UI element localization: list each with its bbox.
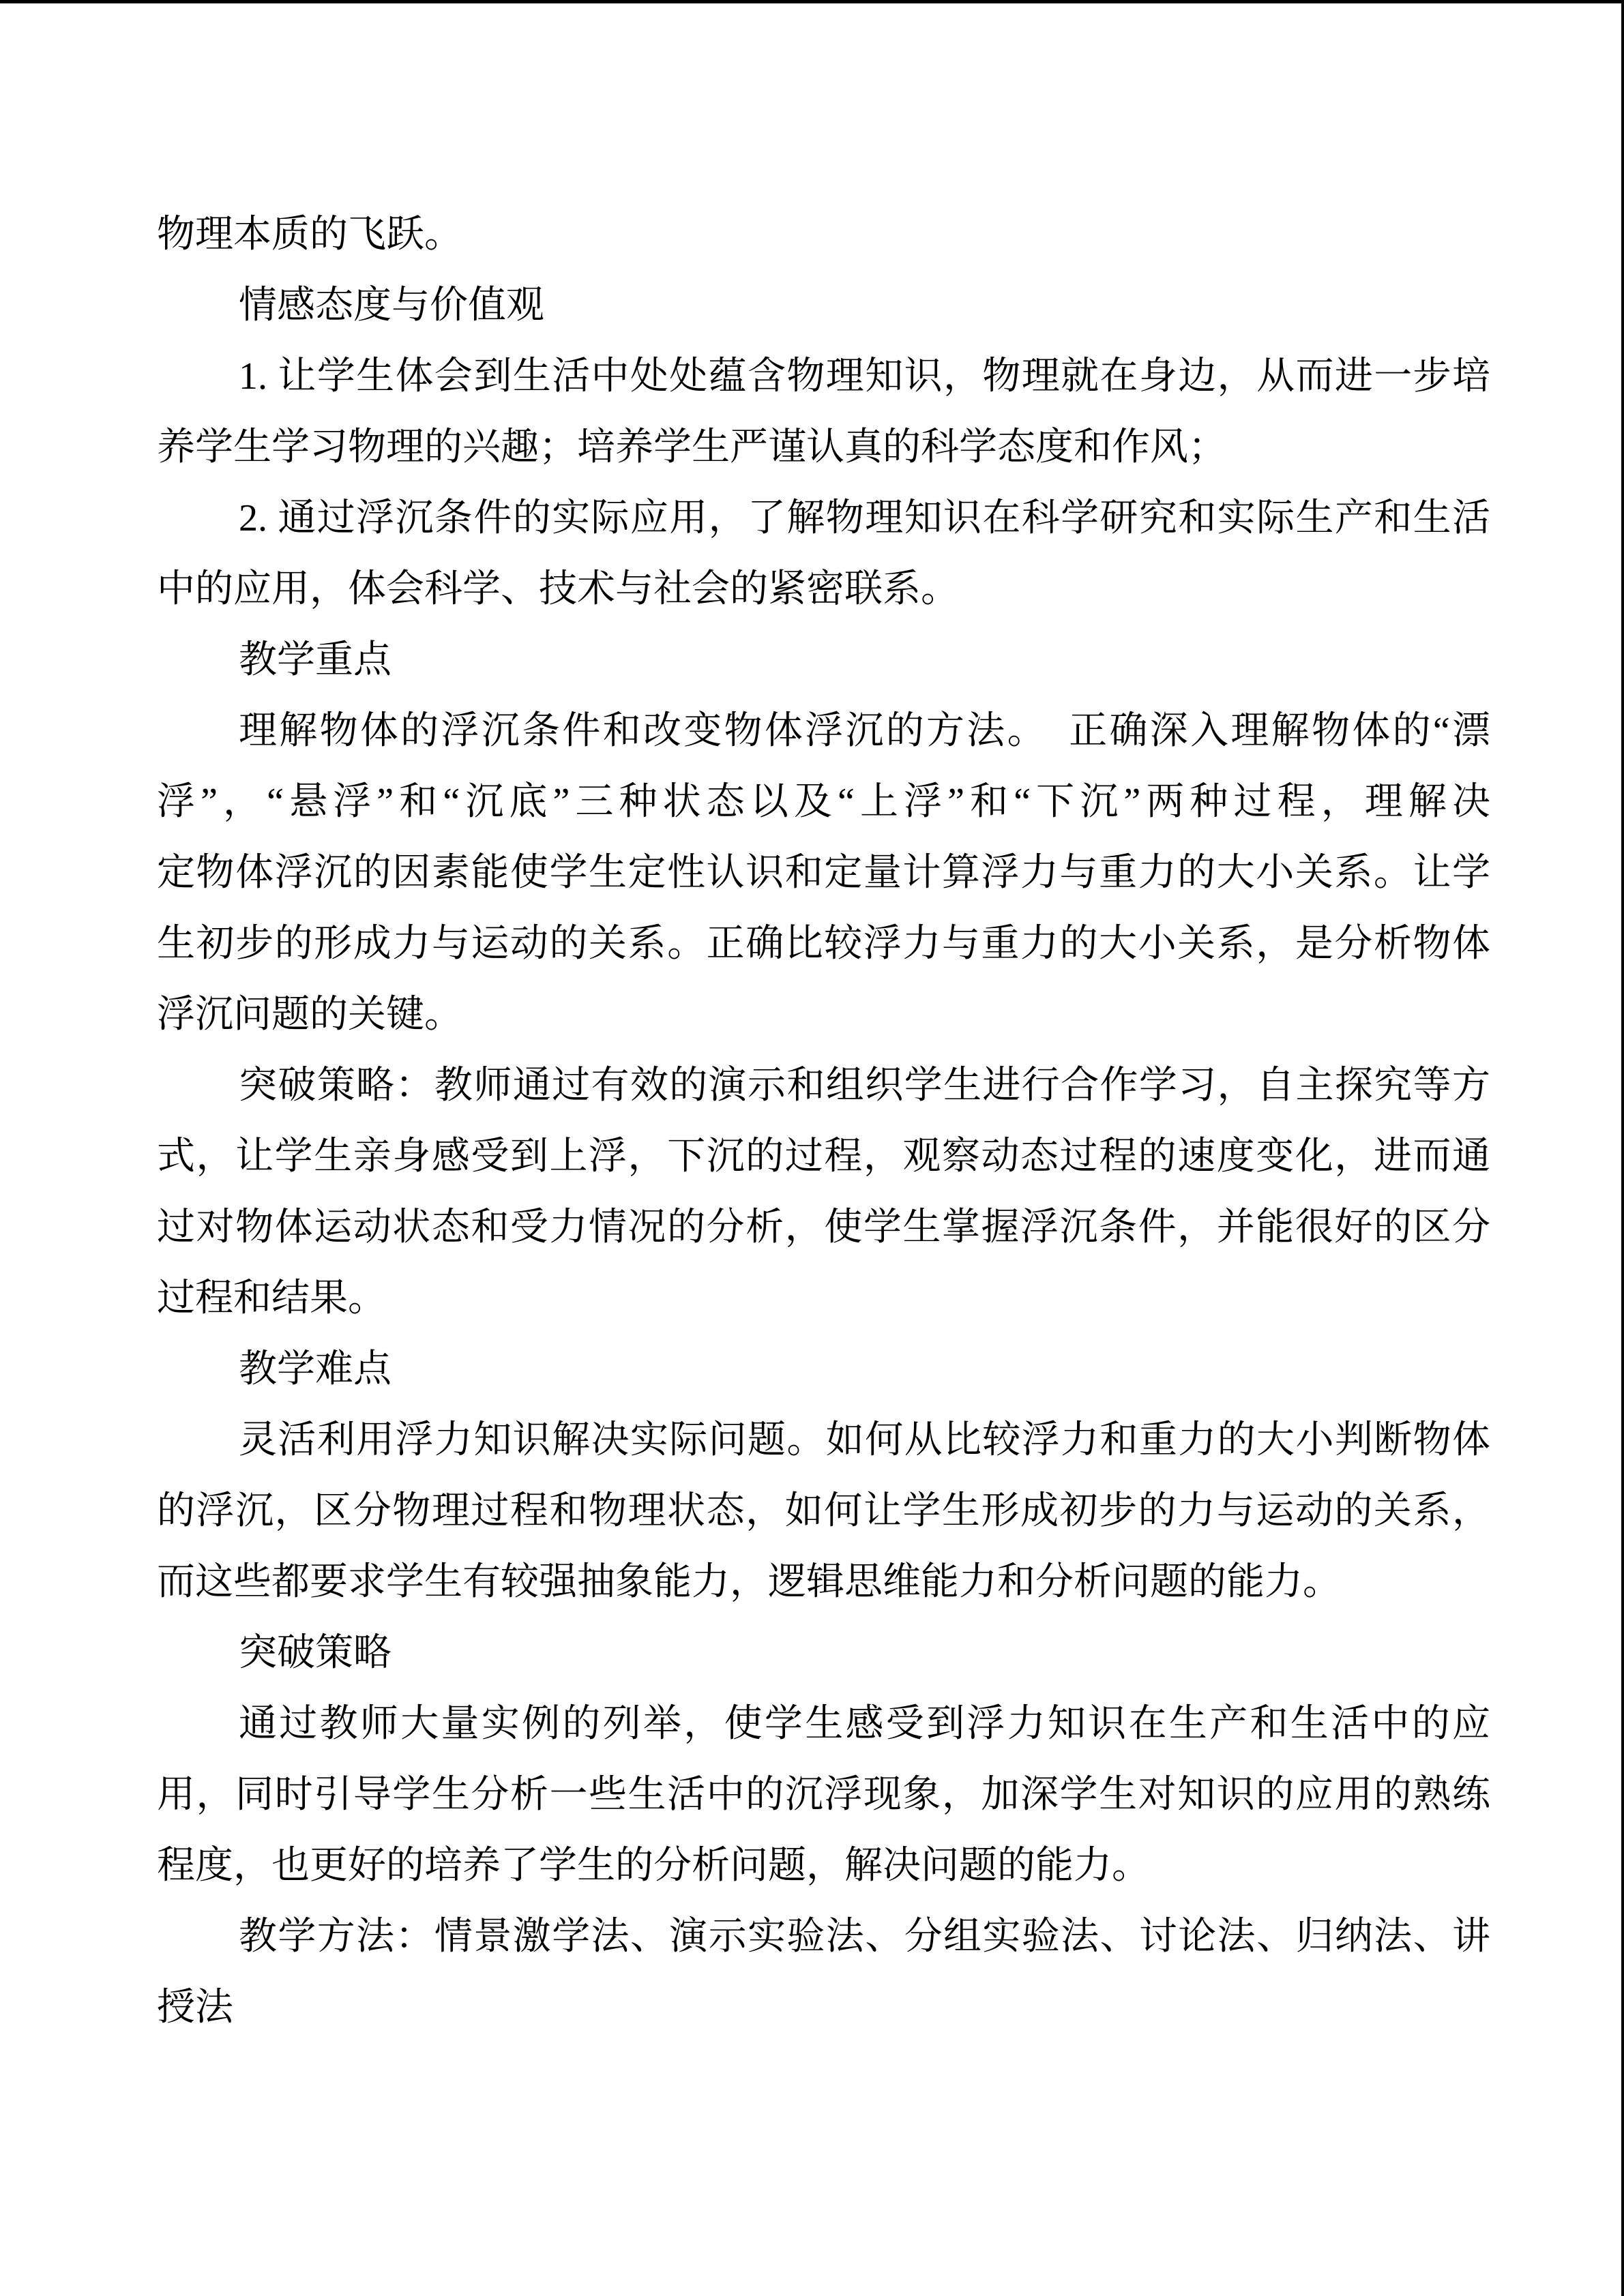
text-line: 定物体浮沉的因素能使学生定性认识和定量计算浮力与重力的大小关系。让学 [157, 852, 1490, 894]
text-line: 式，让学生亲身感受到上浮，下沉的过程，观察动态过程的速度变化，进而通 [157, 1135, 1490, 1178]
text-line: 2. 通过浮沉条件的实际应用，了解物理知识在科学研究和实际生产和生活 [239, 497, 1490, 539]
text-line: 的浮沉，区分物理过程和物理状态，如何让学生形成初步的力与运动的关系， [157, 1490, 1490, 1532]
text-line: 物理本质的飞跃。 [157, 213, 462, 256]
text-line: 通过教师大量实例的列举，使学生感受到浮力知识在生产和生活中的应 [239, 1703, 1490, 1745]
text-line: 教学重点 [239, 639, 392, 681]
text-line: 情感态度与价值观 [239, 284, 544, 327]
text-line: 用，同时引导学生分析一些生活中的沉浮现象，加深学生对知识的应用的熟练 [157, 1774, 1490, 1816]
text-line: 1. 让学生体会到生活中处处蕴含物理知识，物理就在身边，从而进一步培 [239, 355, 1490, 398]
text-line: 灵活利用浮力知识解决实际问题。如何从比较浮力和重力的大小判断物体 [239, 1419, 1490, 1461]
text-line: 教学方法：情景激学法、演示实验法、分组实验法、讨论法、归纳法、讲 [239, 1915, 1490, 1958]
document-text-block [157, 199, 1490, 2043]
text-line: 教学难点 [239, 1348, 392, 1390]
text-line: 突破策略：教师通过有效的演示和组织学生进行合作学习，自主探究等方 [239, 1064, 1490, 1107]
text-line: 养学生学习物理的兴趣；培养学生严谨认真的科学态度和作风； [157, 426, 1226, 468]
text-line: 中的应用，体会科学、技术与社会的紧密联系。 [157, 568, 959, 610]
text-line: 生初步的形成力与运动的关系。正确比较浮力与重力的大小关系，是分析物体 [157, 923, 1490, 965]
text-line: 而这些都要求学生有较强抽象能力，逻辑思维能力和分析问题的能力。 [157, 1561, 1341, 1603]
text-line: 授法 [157, 1986, 233, 2029]
text-line: 浮”，“悬浮”和“沉底”三种状态以及“上浮”和“下沉”两种过程，理解决 [157, 781, 1490, 823]
text-line: 突破策略 [239, 1632, 392, 1674]
text-line: 过对物体运动状态和受力情况的分析，使学生掌握浮沉条件，并能很好的区分 [157, 1206, 1490, 1249]
page-top-border [0, 0, 1624, 3]
text-line: 浮沉问题的关键。 [157, 994, 462, 1036]
text-line: 理解物体的浮沉条件和改变物体浮沉的方法。 正确深入理解物体的“漂 [239, 710, 1490, 752]
text-line: 过程和结果。 [157, 1277, 386, 1320]
page-right-border [1621, 0, 1624, 2296]
text-line: 程度，也更好的培养了学生的分析问题，解决问题的能力。 [157, 1845, 1150, 1887]
